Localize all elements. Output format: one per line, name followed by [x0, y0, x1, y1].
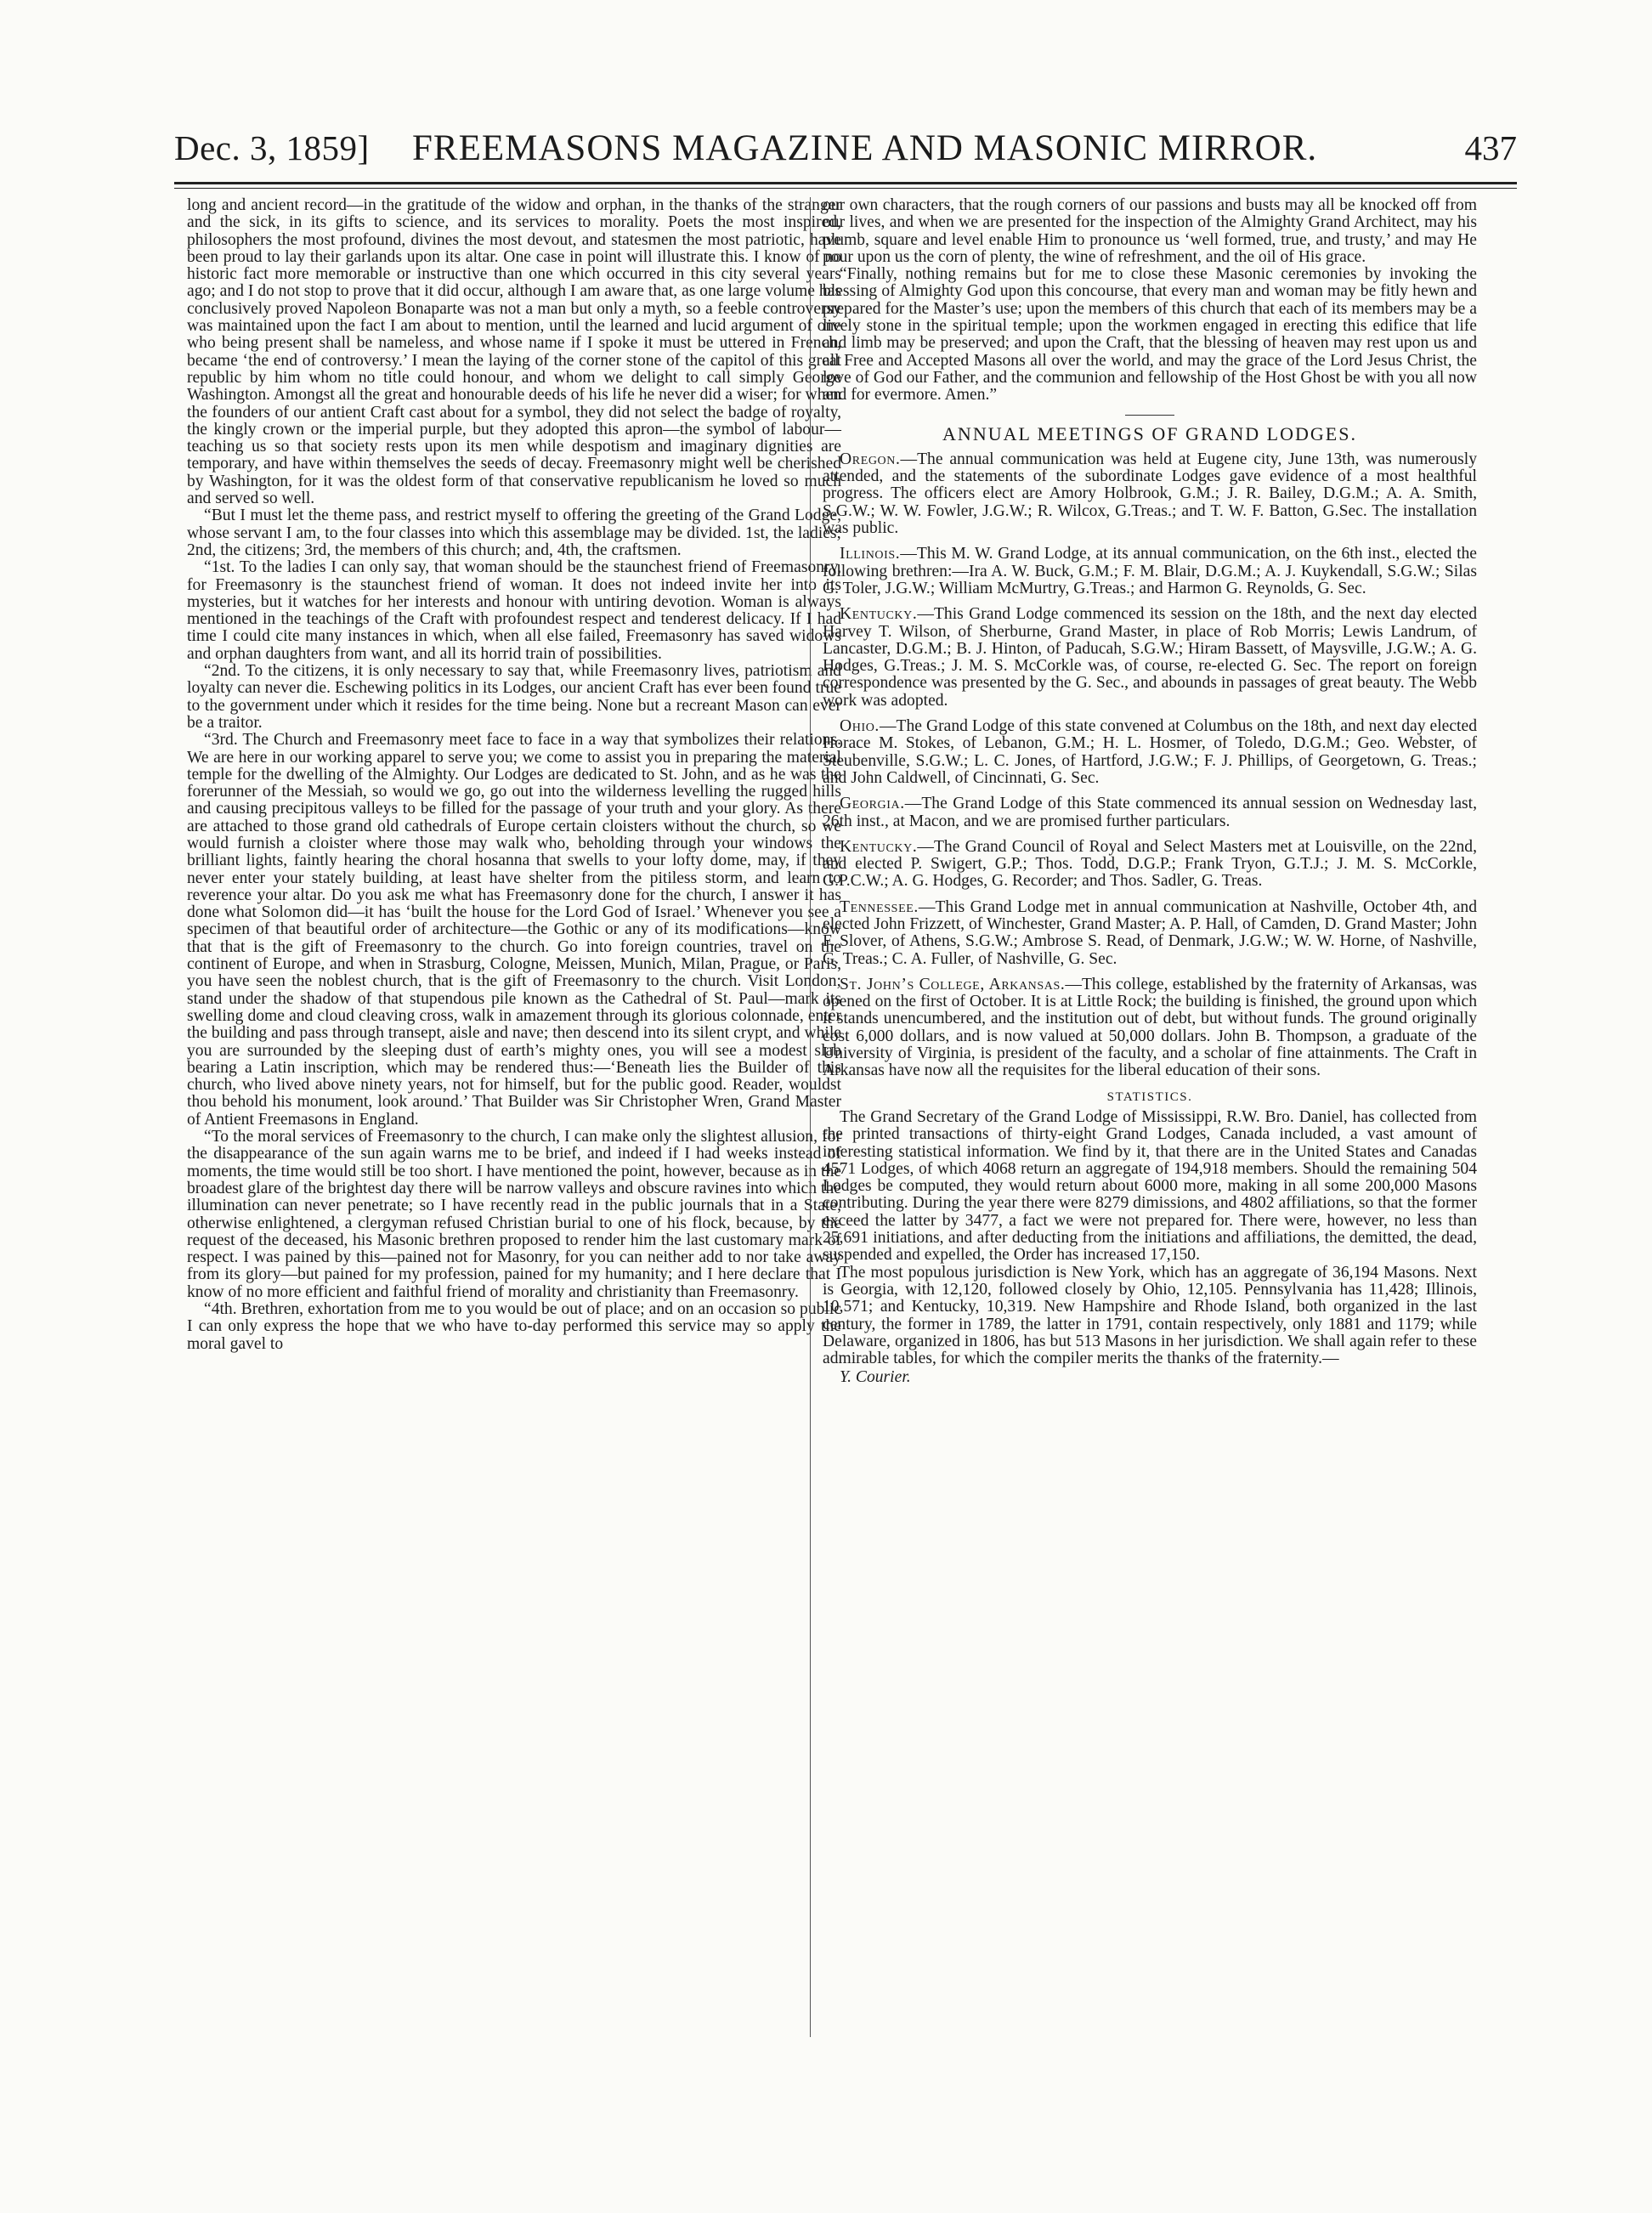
lodge-place: Tennessee. [840, 897, 919, 916]
page-header [174, 127, 1517, 182]
lodge-text: —The annual communication was held at Eugene city, June 13th, was numerously attended, and the statements of the subordinate Lodges gave evidence of a most healthful progress. The officers elect are Amory Holbrook, G.M.; J. R. Bailey, D.G.M.; A. A. Smith, S.G.W.; W. W. Fowler, J.G.W.; R. Wilcox, G.Treas.; and T. W. F. Batton, G.Sec. The installation was public. [823, 450, 1477, 538]
column-divider [810, 197, 811, 2037]
lodge-text: —The Grand Council of Royal and Select Masters met at Louisville, on the 22nd, and elected P. Swigert, G.P.; Thos. Todd, D.G.P.; Frank Tryon, G.T.J.; J. M. S. McCorkle, G.P.C.W.; A. G. Hodges, G. Recorder; and Thos. Sadler, G. Treas. [823, 837, 1477, 891]
body-paragraph: “3rd. The Church and Freemasonry meet face to face in a way that symbolizes their relations. We are here in our working apparel to serve you; we come to assist you in preparing the material temple for the dwelling of the Almighty. Our Lodges are dedicated to St. John, and as he was the forerunner of the Messiah, so would we go, go out into the wilderness levelling the rugged hills and causing precipitous valleys to be filled for the passage of your truth and your glory. As there are attached to those grand old cathedrals of Europe certain cloisters without the church, so we would furnish a cloister where those may walk who, beholding through your windows the brilliant lights, faintly hearing the choral hosanna that swells to your lofty dome, may, if they never enter your stately building, at least have shelter from the pitiless storm, and learn to reverence your altar. Do you ask me what has Freemasonry done for the church, I answer it has done what Solomon did—it has ‘built the house for the Lord God of Israel.’ Whenever you see a specimen of that beautiful order of architecture—the Gothic or any of its modifications—know that that is the gift of Freemasonry to the church. Go into foreign countries, travel on the continent of Europe, and when in Strasburg, Cologne, Meissen, Munich, Milan, Prague, or Paris, you have seen the noblest church, that is the gift of Freemasonry to the church. Visit London; stand under the shadow of that stupendous pile known as the Cathedral of St. Paul—mark its swelling dome and cloud cleaving cross, walk in amazement through its glorious colonnade, enter the building and pass through transept, aisle and nave; then descend into its silent crypt, and while you are surrounded by the sleeping dust of earth’s mighty ones, you will see a modest slab bearing a Latin inscription, which may be rendered thus:—‘Beneath lies the Builder of this church, who lived above ninety years, not for himself, but for the public good. Reader, wouldst thou behold his monument, look around.’ That Builder was Sir Christopher Wren, Grand Master of Antient Freemasons in England. [187, 731, 841, 1129]
lodge-entry [823, 976, 1477, 1080]
body-paragraph: “1st. To the ladies I can only say, that woman should be the staunchest friend of Freemasonry, for Freemasonry is the staunchest friend of woman. It does not indeed invite her into its mysteries, but it watches for her interests and honour with untiring devotion. Woman is always mentioned in the teachings of the Craft with profoundest respect and tenderest delicacy. If I had time I could cite many instances in which, when all else failed, Freemasonry has saved widows and orphan daughters from want, and all its horrid train of possibilities. [187, 558, 841, 663]
lodge-place: Georgia. [840, 795, 905, 813]
lodge-text: —The Grand Lodge of this State commenced its annual session on Wednesday last, 26th inst., at Macon, and we are promised further particulars. [823, 795, 1477, 830]
page-number: 437 [1464, 128, 1517, 167]
left-column [187, 197, 841, 1353]
statistics-heading: STATISTICS. [1106, 1090, 1193, 1104]
section-separator [1125, 415, 1174, 416]
header-rule-thick [174, 182, 1517, 184]
header-rule-thin [174, 188, 1517, 189]
publication-title: FREEMASONS MAGAZINE AND MASONIC MIRROR. [412, 128, 1318, 168]
body-paragraph: “2nd. To the citizens, it is only necessary to say that, while Freemasonry lives, patriotism and loyalty can never die. Eschewing politics in its Lodges, our ancient Craft has ever been found true to the government under which it resides for the time being. None but a recreant Mason can ever be a traitor. [187, 662, 841, 732]
lodge-place: Illinois. [840, 545, 901, 563]
issue-date: Dec. 3, 1859] [174, 128, 370, 167]
body-paragraph: “Finally, nothing remains but for me to close these Masonic ceremonies by invoking the blessing of Almighty God upon this concourse, that every man and woman may be fitly hewn and prepared for the Master’s use; upon the members of this church that each of its members may be a lively stone in the spiritual temple; upon the workmen engaged in erecting this edifice that life and limb may be preserved; and upon the Craft, that the blessing of heaven may rest upon us and all Free and Accepted Masons all over the world, and may the grace of the Lord Jesus Christ, the love of God our Father, and the communion and fellowship of the Host Ghost be with you all now and for evermore. Amen.” [823, 265, 1477, 405]
lodge-entry [823, 606, 1477, 710]
body-paragraph: “But I must let the theme pass, and restrict myself to offering the greeting of the Grand Lodge, whose servant I am, to the four classes into which this assemblage may be divided. 1st, the ladies; 2nd, the citizens; 3rd, the members of this church; and, 4th, the craftsmen. [187, 507, 841, 559]
lodge-place: Ohio. [840, 717, 880, 736]
lodge-place: Kentucky. [840, 605, 918, 624]
lodge-text: —The Grand Lodge of this state convened at Columbus on the 18th, and next day elected Horace M. Stokes, of Lebanon, G.M.; H. L. Hosmer, of Toledo, D.G.M.; Geo. Webster, of Steubenville, S.G.W.; L. C. Jones, of Hartford, J.G.W.; F. J. Phillips, of Georgetown, G. Treas.; and John Caldwell, of Cincinnati, G. Sec. [823, 717, 1477, 787]
section-title: ANNUAL MEETINGS OF GRAND LODGES. [942, 422, 1357, 444]
lodge-place: Oregon. [840, 450, 901, 468]
statistics-paragraph: The most populous jurisdiction is New York, which has an aggregate of 36,194 Masons. Next is Georgia, with 12,120, followed closely by Ohio, 12,105. Pennsylvania has 11,428; Illinois, 10,571; and Kentucky, 10,319. New Hampshire and Rhode Island, both organized in the last century, the former in 1789, the latter in 1791, contain respectively, only 1881 and 1179; while Delaware, organized in 1806, has but 513 Masons in her jurisdiction. We shall again refer to these admirable tables, for which the compiler merits the thanks of the fraternity.— [823, 1263, 1477, 1368]
lodge-text: —This M. W. Grand Lodge, at its annual communication, on the 6th inst., elected the following brethren:—Ira A. W. Buck, G.M.; F. M. Blair, D.G.M.; A. J. Kuykendall, S.G.W.; Silas G. Toler, J.G.W.; William McMurtry, G.Treas.; and Harmon G. Reynolds, G. Sec. [823, 545, 1477, 597]
lodge-entry [823, 451, 1477, 537]
lodge-place: Kentucky. [840, 837, 918, 856]
lodge-entry [823, 546, 1477, 597]
lodge-entry [823, 899, 1477, 968]
lodge-text: —This Grand Lodge commenced its session on the 18th, and the next day elected Harvey T. Wilson, of Sherburne, Grand Master, in place of Rob Morris; Lewis Landrum, of Lancaster, D.G.M.; B. J. Hinton, of Paducah, S.G.W.; Hiram Bassett, of Maysville, J.G.W.; A. G. Hodges, G.Treas.; J. M. S. McCorkle was, of course, re-elected G. Sec. The report on foreign correspondence was presented by the G. Sec., and abounds in passages of great beauty. The Webb work was adopted. [823, 605, 1477, 710]
lodge-entry [823, 839, 1477, 891]
body-paragraph: our own characters, that the rough corners of our passions and busts may all be knocked off from our lives, and when we are presented for the inspection of the Almighty Grand Architect, may his plumb, square and level enable Him to pronounce us ‘well formed, true, and trusty,’ and may He pour upon us the corn of plenty, the wine of refreshment, and the oil of His grace. [823, 196, 1477, 266]
lodge-text: —This college, established by the fraternity of Arkansas, was opened on the first of October. It is at Little Rock; the building is finished, the ground upon which it stands unencumbered, and the institution out of debt, but without funds. The ground originally cost 6,000 dollars, and is now valued at 50,000 dollars. John B. Thompson, a graduate of the University of Virginia, is president of the faculty, and a scholar of fine attainments. The Craft in Arkansas have now all the requisites for the liberal education of their sons. [823, 975, 1477, 1080]
body-paragraph: long and ancient record—in the gratitude of the widow and orphan, in the thanks of the stranger and the sick, in its gifts to science, and its services to morality. Poets the most inspired, philosophers the most profound, divines the most devout, and statesmen the most patriotic, have been proud to lay their garlands upon its altar. One case in point will illustrate this. I know of no historic fact more memorable or instructive than one which occurred in this city several years ago; and I do not stop to prove that it did occur, although I am aware that, as one large volume has conclusively proved Napoleon Bonaparte was not a man but only a myth, so a feeble controversy was maintained upon the fact I am about to mention, until the learned and lucid argument of one who being present shall be nameless, and whose name if I spoke it must be uttered in French, became ‘the end of controversy.’ I mean the laying of the corner stone of the capitol of this great republic by him whom no title could honour, and whom we delight to call simply George Washington. Amongst all the great and honourable deeds of his life he never did a wiser; for when the founders of our antient Craft cast about for a symbol, they did not select the badge of royalty, the kingly crown or the imperial purple, but they adopted this apron—the symbol of labour—teaching us so that society rests upon its men while despotism and imaginary dignities are temporary, and have within themselves the seeds of decay. Freemasonry might well be cherished by Washington, for it was the oldest form of that conservative republicanism he loved so much and served so well. [187, 196, 841, 508]
lodge-entry [823, 718, 1477, 787]
body-paragraph: “To the moral services of Freemasonry to the church, I can make only the slightest allusion, for the disappearance of the sun again warns me to be brief, and indeed if I had weeks instead of moments, the time would still be too short. I have mentioned the point, however, because as in the broadest glare of the brightest day there will be narrow valleys and obscure ravines into which the illumination can never penetrate; so I have recently read in the public journals that in a State, otherwise enlightened, a clergyman refused Christian burial to one of his flock, because, by the request of the deceased, his Masonic brethren proposed to render him the last customary mark of respect. I was pained by this—pained not for Masonry, for you can neither add to nor take away from its glory—but pained for my profession, pained for my humanity; and I here declare that I know of no more efficient and faithful friend of morality and christianity than Freemasonry. [187, 1128, 841, 1301]
statistics-paragraph: The Grand Secretary of the Grand Lodge of Mississippi, R.W. Bro. Daniel, has collected from the printed transactions of thirty-eight Grand Lodges, Canada included, a vast amount of interesting statistical information. We find by it, that there are in the United States and Canadas 4571 Lodges, of which 4068 return an aggregate of 194,918 members. Should the remaining 504 Lodges be computed, they would return about 6000 more, making in all some 200,000 Masons contributing. During the year there were 8279 dimissions, and 4802 affiliations, so that the former exceed the latter by 3477, a fact we were not prepared for. There were, however, no less than 25,691 initiations, and after deducting from the initiations and affiliations, the demitted, the dead, suspended and expelled, the Order has increased 17,150. [823, 1107, 1477, 1265]
body-paragraph: “4th. Brethren, exhortation from me to you would be out of place; and on an occasion so public I can only express the hope that we who have to-day performed this service may so apply the moral gavel to [187, 1300, 841, 1353]
source-credit: Y. Courier. [840, 1368, 911, 1387]
lodge-place: St. John’s College, Arkansas. [840, 975, 1066, 993]
right-column [823, 197, 1477, 1387]
lodge-entry [823, 795, 1477, 830]
lodge-text: —This Grand Lodge met in annual communication at Nashville, October 4th, and elected John Frizzett, of Winchester, Grand Master; A. P. Hall, of Camden, D. Grand Master; John F. Slover, of Athens, S.G.W.; Ambrose S. Read, of Denmark, J.G.W.; W. W. Horne, of Nashville, G. Treas.; C. A. Fuller, of Nashville, G. Sec. [823, 897, 1477, 968]
